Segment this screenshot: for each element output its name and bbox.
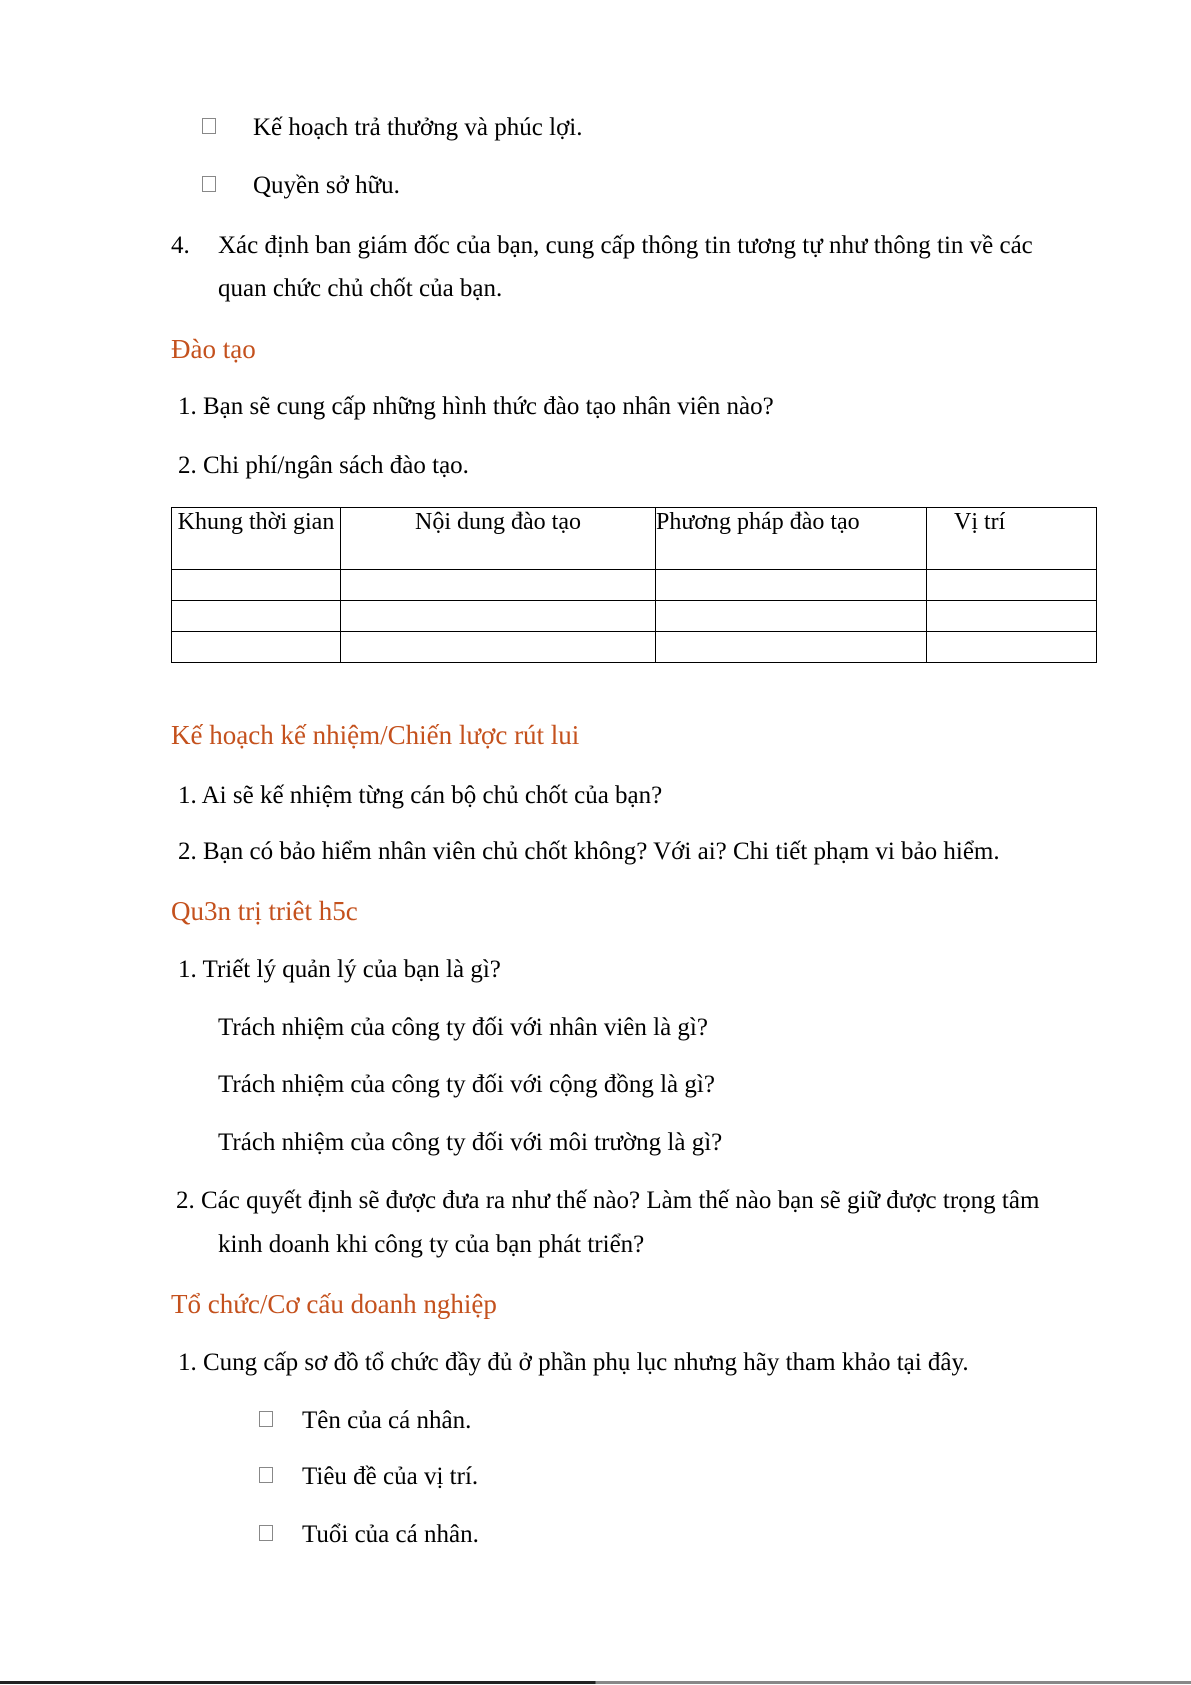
table-cell[interactable] xyxy=(927,632,1097,663)
table-cell[interactable] xyxy=(341,632,656,663)
list-item: 2. Chi phí/ngân sách đào tạo. xyxy=(178,452,469,479)
bullet-icon xyxy=(259,1411,273,1427)
heading-philosophy: Qu3n trị triêt h5c xyxy=(171,896,358,926)
bullet-icon xyxy=(259,1525,273,1541)
table-cell[interactable] xyxy=(927,601,1097,632)
heading-training: Đào tạo xyxy=(171,334,256,364)
table-cell[interactable] xyxy=(656,570,927,601)
heading-structure: Tổ chức/Cơ cấu doanh nghiệp xyxy=(171,1289,497,1319)
table-cell[interactable] xyxy=(656,632,927,663)
item4-line2: quan chức chủ chốt của bạn. xyxy=(218,275,503,302)
bullet-icon xyxy=(202,176,216,192)
item4-line1: Xác định ban giám đốc của bạn, cung cấp thông tin tương tự như thông tin về các xyxy=(218,232,1033,259)
bullet-icon xyxy=(259,1467,273,1483)
header-method: Phương pháp đào tạo xyxy=(656,508,927,570)
header-time: Khung thời gian xyxy=(172,508,341,570)
table-cell[interactable] xyxy=(172,632,341,663)
sub-item: Trách nhiệm của công ty đối với cộng đồng là gì? xyxy=(218,1071,715,1098)
list-item: 1. Cung cấp sơ đồ tổ chức đầy đủ ở phần phụ lục nhưng hãy tham khảo tại đây. xyxy=(178,1349,969,1376)
table-cell[interactable] xyxy=(172,570,341,601)
list-item-continued: kinh doanh khi công ty của bạn phát triển? xyxy=(218,1231,645,1258)
table-row xyxy=(172,570,1097,601)
heading-succession: Kế hoạch kế nhiệm/Chiến lược rút lui xyxy=(171,720,580,750)
list-item: 1. Bạn sẽ cung cấp những hình thức đào tạo nhân viên nào? xyxy=(178,393,774,420)
table-cell[interactable] xyxy=(172,601,341,632)
training-table xyxy=(171,507,1097,663)
header-location: Vị trí xyxy=(927,508,1097,570)
bullet-text: Quyền sở hữu. xyxy=(253,172,400,199)
bullet-text: Tên của cá nhân. xyxy=(302,1407,472,1434)
sub-item: Trách nhiệm của công ty đối với môi trường là gì? xyxy=(218,1129,723,1156)
list-item: 1. Triết lý quản lý của bạn là gì? xyxy=(178,956,501,983)
page-bottom-edge xyxy=(0,1681,1191,1684)
list-item: 2. Bạn có bảo hiểm nhân viên chủ chốt không? Với ai? Chi tiết phạm vi bảo hiểm. xyxy=(178,838,1000,865)
table-cell[interactable] xyxy=(656,601,927,632)
bullet-text: Kế hoạch trả thưởng và phúc lợi. xyxy=(253,114,583,141)
table-cell[interactable] xyxy=(341,601,656,632)
bullet-text: Tiêu đề của vị trí. xyxy=(302,1463,479,1490)
item-number: 4. xyxy=(171,232,190,259)
table-cell[interactable] xyxy=(341,570,656,601)
list-item: 2. Các quyết định sẽ được đưa ra như thế nào? Làm thế nào bạn sẽ giữ được trọng tâm xyxy=(176,1187,1040,1214)
table-row xyxy=(172,632,1097,663)
sub-item: Trách nhiệm của công ty đối với nhân viên là gì? xyxy=(218,1014,708,1041)
header-content: Nội dung đào tạo xyxy=(341,508,656,570)
table-row xyxy=(172,601,1097,632)
bullet-text: Tuổi của cá nhân. xyxy=(302,1521,479,1548)
bullet-icon xyxy=(202,118,216,134)
table-cell[interactable] xyxy=(927,570,1097,601)
list-item: 1. Ai sẽ kế nhiệm từng cán bộ chủ chốt của bạn? xyxy=(178,782,663,809)
